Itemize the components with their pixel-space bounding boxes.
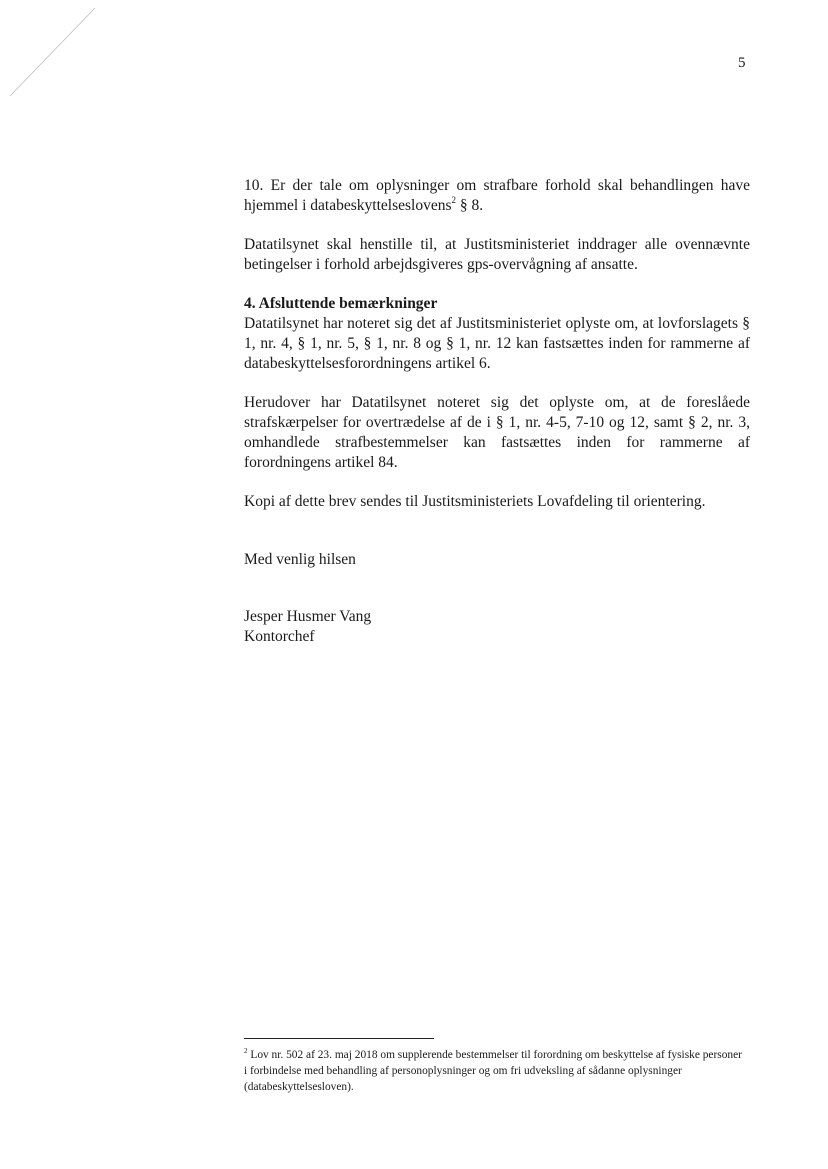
item-10-text: 10. Er der tale om oplysninger om strafbare forhold skal behandlingen have hjemmel i databeskyttelseslovens	[244, 177, 750, 214]
item-10	[244, 176, 750, 216]
recommendation-paragraph: Datatilsynet skal henstille til, at Justitsministeriet inddrager alle ovennævnte betingelser i forhold arbejdsgiveres gps-overvågning af ansatte.	[244, 236, 750, 273]
footnote-ref: 2	[451, 194, 456, 205]
section-4-paragraph-3: Kopi af dette brev sendes til Justitsministeriets Lovafdeling til orientering.	[244, 493, 706, 510]
footnote-number: 2	[244, 1047, 248, 1056]
footnote	[244, 1047, 744, 1095]
signature-block	[244, 607, 750, 647]
page-number: 5	[738, 55, 746, 71]
section-4-paragraph-2: Herudover har Datatilsynet noteret sig det oplyste om, at de foreslåede strafskærpelser for overtrædelse af de i § 1, nr. 4-5, 7-10 og 12, samt § 2, nr. 3, omhandlede strafbestemmelser kan fastsættes inden for rammerne af forordningens artikel 84.	[244, 394, 750, 471]
signer-title: Kontorchef	[244, 628, 315, 645]
footnote-divider	[244, 1038, 434, 1039]
footnote-text: Lov nr. 502 af 23. maj 2018 om supplerende bestemmelser til forordning om beskyttelse af fysiske personer i forbindelse med behandling af personoplysninger og om fri udveksling af sådanne oplysninger (databeskyttelsesloven).	[244, 1049, 742, 1093]
item-10-text-end: § 8.	[455, 197, 484, 214]
section-4-heading: 4. Afsluttende bemærkninger	[244, 295, 438, 312]
signer-name: Jesper Husmer Vang	[244, 608, 372, 625]
closing-greeting: Med venlig hilsen	[244, 551, 356, 568]
section-4	[244, 294, 750, 512]
section-4-paragraph-1: Datatilsynet har noteret sig det af Justitsministeriet oplyste om, at lovforslagets § 1, nr. 4, § 1, nr. 5, § 1, nr. 8 og § 1, nr. 12 kan fastsættes inden for rammerne af databeskyttelsesforordningens artikel 6.	[244, 315, 750, 372]
letter-body	[244, 176, 750, 647]
scan-artifact-line	[0, 0, 110, 110]
